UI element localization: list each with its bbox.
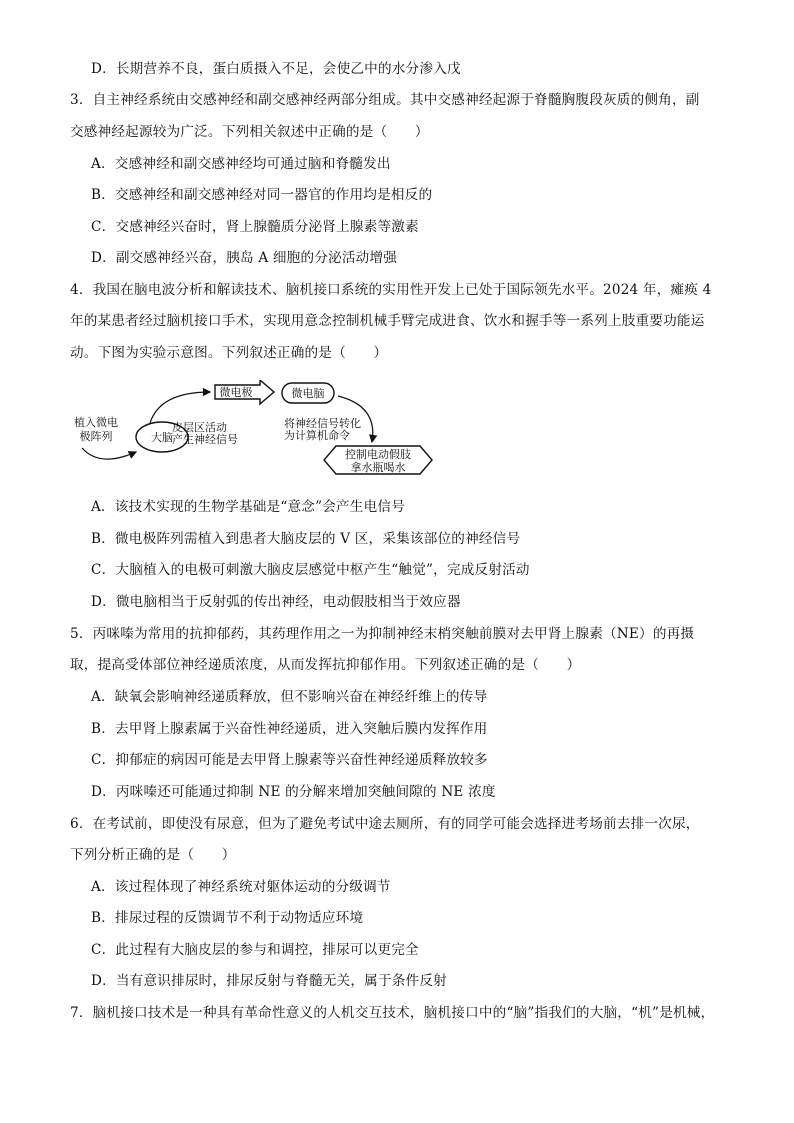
cortex-label-1: 皮层区活动 xyxy=(172,421,227,434)
option-text-line: B．交感神经和副交感神经对同一器官的作用均是相反的 xyxy=(91,187,433,203)
computer-label: 微电脑 xyxy=(291,387,325,400)
brain-to-electrode-arrow xyxy=(150,392,210,423)
option-text-line: D．丙咪嗪还可能通过抑制 NE 的分解来增加突触间隙的 NE 浓度 xyxy=(91,784,496,800)
option-text-line: A．交感神经和副交感神经均可通过脑和脊髓发出 xyxy=(91,156,391,172)
implant-label-2: 极阵列 xyxy=(79,430,113,443)
question-text-line: 动。下图为实验示意图。下列叙述正确的是（ ） xyxy=(70,345,388,361)
question-text-line: 4．我国在脑电波分析和解读技术、脑机接口系统的实用性开发上已处于国际领先水平。2024 年，瘫痪 4 xyxy=(70,282,712,298)
question-text-line: 取，提高受体部位神经递质浓度，从而发挥抗抑郁作用。下列叙述正确的是（ ） xyxy=(70,657,581,673)
question-text-line: 6．在考试前，即使没有尿意，但为了避免考试中途去厕所，有的同学可能会选择进考场前去排一次尿， xyxy=(70,816,700,832)
option-text-line: B．去甲肾上腺素属于兴奋性神经递质，进入突触后膜内发挥作用 xyxy=(91,721,488,737)
question-text-line: 年的某患者经过脑机接口手术，实现用意念控制机械手臂完成进食、饮水和握手等一系列上肢重要功能运 xyxy=(70,313,705,329)
question-text-line: 下列分析正确的是（ ） xyxy=(70,847,236,863)
option-text-line: C．交感神经兴奋时，肾上腺髓质分泌肾上腺素等激素 xyxy=(91,219,419,235)
implant-arrow xyxy=(82,448,136,459)
option-text-line: B．微电极阵列需植入到患者大脑皮层的 V 区，采集该部位的神经信号 xyxy=(91,531,521,547)
brain-label: 大脑 xyxy=(151,431,173,444)
option-text-line: A．该过程体现了神经系统对躯体运动的分级调节 xyxy=(91,879,391,895)
implant-label-1: 植入微电 xyxy=(74,416,118,429)
cortex-label-2: 产生神经信号 xyxy=(172,433,238,446)
option-text-line: B．排尿过程的反馈调节不利于动物适应环境 xyxy=(91,910,364,926)
option-text-line: C．此过程有大脑皮层的参与和调控，排尿可以更完全 xyxy=(91,942,419,958)
question-text-line: 7．脑机接口技术是一种具有革命性意义的人机交互技术，脑机接口中的“脑”指我们的大脑，“机”是机械， xyxy=(70,1005,715,1021)
option-text-line: D．长期营养不良，蛋白质摄入不足，会使乙中的水分渗入戊 xyxy=(91,61,461,77)
output-label-2: 拿水瓶喝水 xyxy=(350,461,406,474)
question-text-line: 3．自主神经系统由交感神经和副交感神经两部分组成。其中交感神经起源于脊髓胸腹段灰质的侧角，副 xyxy=(70,92,700,108)
option-text-line: D．微电脑相当于反射弧的传出神经，电动假肢相当于效应器 xyxy=(91,594,461,610)
option-text-line: D．副交感神经兴奋，胰岛 A 细胞的分泌活动增强 xyxy=(91,250,398,266)
convert-label-2: 为计算机命令 xyxy=(284,429,350,442)
brain-computer-interface-diagram xyxy=(60,380,460,492)
option-text-line: A．该技术实现的生物学基础是“意念”会产生电信号 xyxy=(91,499,405,515)
electrode-label: 微电极 xyxy=(219,386,253,399)
convert-label-1: 将神经信号转化 xyxy=(284,417,361,430)
question-text-line: 交感神经起源较为广泛。下列相关叙述中正确的是（ ） xyxy=(70,124,429,140)
option-text-line: D．当有意识排尿时，排尿反射与脊髓无关，属于条件反射 xyxy=(91,973,447,989)
question-text-line: 5．丙咪嗪为常用的抗抑郁药，其药理作用之一为抑制神经末梢突触前膜对去甲肾上腺素（NE）的再摄 xyxy=(70,626,695,642)
option-text-line: A．缺氧会影响神经递质释放，但不影响兴奋在神经纤维上的传导 xyxy=(91,689,488,705)
option-text-line: C．大脑植入的电极可刺激大脑皮层感觉中枢产生“触觉”，完成反射活动 xyxy=(91,562,530,578)
option-text-line: C．抑郁症的病因可能是去甲肾上腺素等兴奋性神经递质释放较多 xyxy=(91,752,488,768)
output-label-1: 控制电动假肢 xyxy=(345,448,411,461)
